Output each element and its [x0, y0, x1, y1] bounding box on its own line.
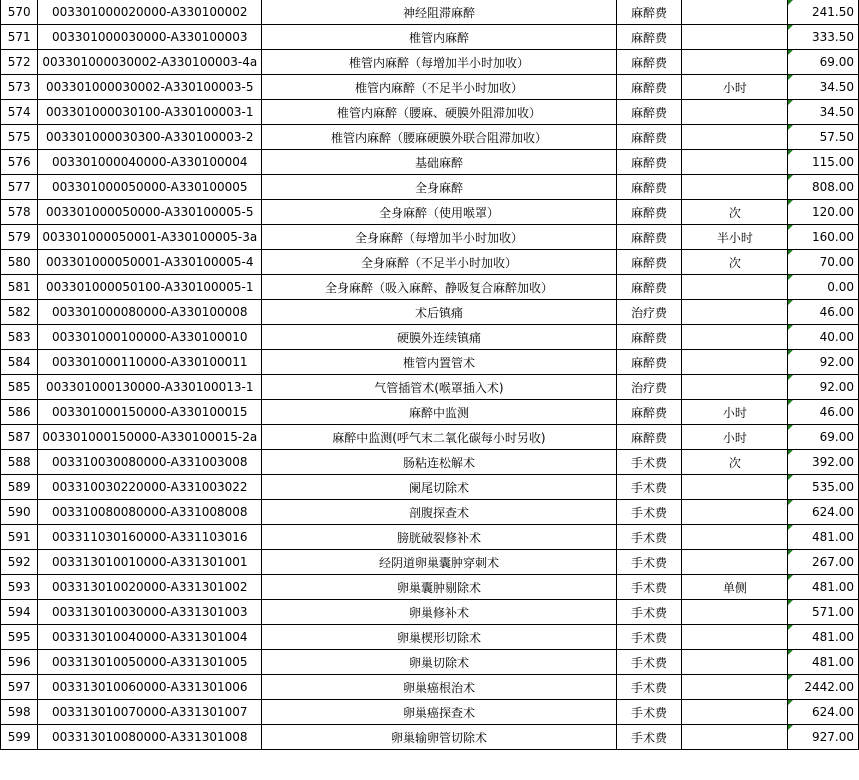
cell-row-number[interactable]: 583 [1, 325, 38, 350]
cell-unit[interactable] [682, 125, 788, 150]
cell-fee-category[interactable]: 麻醉费 [616, 275, 682, 300]
cell-price[interactable]: 571.00 [788, 600, 859, 625]
cell-row-number[interactable]: 593 [1, 575, 38, 600]
cell-price[interactable]: 267.00 [788, 550, 859, 575]
cell-fee-category[interactable]: 麻醉费 [616, 225, 682, 250]
table-row [1, 100, 859, 125]
cell-price[interactable]: 333.50 [788, 25, 859, 50]
table-row [1, 650, 859, 675]
table-row [1, 225, 859, 250]
cell-item-name[interactable]: 卵巢楔形切除术 [262, 625, 617, 650]
cell-item-code[interactable]: 003301000040000-A330100004 [38, 150, 262, 175]
table-row [1, 575, 859, 600]
cell-fee-category[interactable]: 麻醉费 [616, 200, 682, 225]
cell-unit[interactable] [682, 100, 788, 125]
cell-item-code[interactable]: 003301000110000-A330100011 [38, 350, 262, 375]
cell-item-name[interactable]: 卵巢癌根治术 [262, 675, 617, 700]
cell-item-code[interactable]: 003301000150000-A330100015 [38, 400, 262, 425]
cell-price[interactable]: 34.50 [788, 75, 859, 100]
cell-unit[interactable]: 小时 [682, 425, 788, 450]
table-row [1, 400, 859, 425]
table-row [1, 0, 859, 25]
cell-unit[interactable] [682, 25, 788, 50]
cell-item-name[interactable]: 经阴道卵巢囊肿穿刺术 [262, 550, 617, 575]
cell-item-name[interactable]: 卵巢修补术 [262, 600, 617, 625]
table-row [1, 475, 859, 500]
cell-unit[interactable] [682, 325, 788, 350]
cell-item-name[interactable]: 卵巢癌探查术 [262, 700, 617, 725]
cell-unit[interactable] [682, 0, 788, 25]
table-row [1, 300, 859, 325]
cell-fee-category[interactable]: 麻醉费 [616, 400, 682, 425]
cell-price[interactable]: 808.00 [788, 175, 859, 200]
cell-item-code[interactable]: 003310030220000-A331003022 [38, 475, 262, 500]
cell-unit[interactable] [682, 600, 788, 625]
cell-row-number[interactable]: 574 [1, 100, 38, 125]
cell-fee-category[interactable]: 麻醉费 [616, 100, 682, 125]
cell-price[interactable]: 46.00 [788, 300, 859, 325]
cell-fee-category[interactable]: 手术费 [616, 625, 682, 650]
cell-row-number[interactable]: 584 [1, 350, 38, 375]
cell-item-name[interactable]: 麻醉中监测 [262, 400, 617, 425]
cell-fee-category[interactable]: 治疗费 [616, 300, 682, 325]
cell-row-number[interactable]: 570 [1, 0, 38, 25]
cell-row-number[interactable]: 589 [1, 475, 38, 500]
cell-item-name[interactable]: 椎管内麻醉（不足半小时加收） [262, 75, 617, 100]
cell-unit[interactable] [682, 150, 788, 175]
cell-unit[interactable]: 次 [682, 200, 788, 225]
cell-row-number[interactable]: 592 [1, 550, 38, 575]
cell-item-name[interactable]: 卵巢切除术 [262, 650, 617, 675]
cell-row-number[interactable]: 587 [1, 425, 38, 450]
cell-unit[interactable]: 小时 [682, 400, 788, 425]
cell-item-name[interactable]: 剖腹探查术 [262, 500, 617, 525]
cell-unit[interactable] [682, 500, 788, 525]
cell-item-name[interactable]: 肠粘连松解术 [262, 450, 617, 475]
cell-item-code[interactable]: 003301000050001-A330100005-3a [38, 225, 262, 250]
cell-unit[interactable] [682, 725, 788, 750]
cell-item-code[interactable]: 003301000050000-A330100005-5 [38, 200, 262, 225]
cell-item-code[interactable]: 003313010050000-A331301005 [38, 650, 262, 675]
cell-fee-category[interactable]: 麻醉费 [616, 425, 682, 450]
cell-item-name[interactable]: 阑尾切除术 [262, 475, 617, 500]
cell-item-name[interactable]: 全身麻醉（使用喉罩） [262, 200, 617, 225]
cell-row-number[interactable]: 591 [1, 525, 38, 550]
cell-item-name[interactable]: 麻醉中监测(呼气末二氧化碳每小时另收) [262, 425, 617, 450]
cell-unit[interactable] [682, 300, 788, 325]
cell-row-number[interactable]: 575 [1, 125, 38, 150]
cell-row-number[interactable]: 579 [1, 225, 38, 250]
cell-price[interactable]: 69.00 [788, 50, 859, 75]
cell-fee-category[interactable]: 麻醉费 [616, 75, 682, 100]
cell-item-code[interactable]: 003313010070000-A331301007 [38, 700, 262, 725]
cell-fee-category[interactable]: 麻醉费 [616, 150, 682, 175]
cell-row-number[interactable]: 578 [1, 200, 38, 225]
cell-fee-category[interactable]: 手术费 [616, 700, 682, 725]
cell-fee-category[interactable]: 麻醉费 [616, 50, 682, 75]
cell-price[interactable]: 481.00 [788, 575, 859, 600]
cell-price[interactable]: 241.50 [788, 0, 859, 25]
table-row [1, 450, 859, 475]
table-row [1, 200, 859, 225]
cell-unit[interactable] [682, 175, 788, 200]
cell-price[interactable]: 481.00 [788, 525, 859, 550]
cell-item-code[interactable]: 003311030160000-A331103016 [38, 525, 262, 550]
table-row [1, 550, 859, 575]
table-row [1, 625, 859, 650]
cell-unit[interactable] [682, 50, 788, 75]
table-row [1, 500, 859, 525]
cell-row-number[interactable]: 597 [1, 675, 38, 700]
cell-unit[interactable] [682, 475, 788, 500]
cell-unit[interactable] [682, 625, 788, 650]
cell-price[interactable]: 115.00 [788, 150, 859, 175]
cell-fee-category[interactable]: 手术费 [616, 575, 682, 600]
cell-unit[interactable] [682, 275, 788, 300]
cell-row-number[interactable]: 571 [1, 25, 38, 50]
cell-item-name[interactable]: 全身麻醉（吸入麻醉、静吸复合麻醉加收） [262, 275, 617, 300]
cell-price[interactable]: 40.00 [788, 325, 859, 350]
table-row [1, 525, 859, 550]
cell-item-name[interactable]: 卵巢输卵管切除术 [262, 725, 617, 750]
cell-unit[interactable]: 单侧 [682, 575, 788, 600]
cell-item-name[interactable]: 术后镇痛 [262, 300, 617, 325]
cell-item-name[interactable]: 椎管内麻醉（腰麻、硬膜外阻滞加收） [262, 100, 617, 125]
table-row [1, 600, 859, 625]
cell-fee-category[interactable]: 手术费 [616, 600, 682, 625]
cell-item-name[interactable]: 椎管内麻醉 [262, 25, 617, 50]
cell-unit[interactable] [682, 675, 788, 700]
table-row [1, 50, 859, 75]
cell-price[interactable]: 160.00 [788, 225, 859, 250]
cell-item-code[interactable]: 003313010030000-A331301003 [38, 600, 262, 625]
cell-row-number[interactable]: 582 [1, 300, 38, 325]
cell-price[interactable]: 120.00 [788, 200, 859, 225]
cell-row-number[interactable]: 590 [1, 500, 38, 525]
cell-price[interactable]: 2442.00 [788, 675, 859, 700]
cell-item-code[interactable]: 003313010060000-A331301006 [38, 675, 262, 700]
cell-price[interactable]: 92.00 [788, 375, 859, 400]
cell-price[interactable]: 34.50 [788, 100, 859, 125]
cell-unit[interactable] [682, 550, 788, 575]
cell-item-code[interactable]: 003313010010000-A331301001 [38, 550, 262, 575]
cell-unit[interactable] [682, 375, 788, 400]
cell-price[interactable]: 0.00 [788, 275, 859, 300]
table-row [1, 325, 859, 350]
cell-price[interactable]: 624.00 [788, 700, 859, 725]
table-row [1, 725, 859, 750]
cell-unit[interactable]: 半小时 [682, 225, 788, 250]
cell-item-name[interactable]: 椎管内置管术 [262, 350, 617, 375]
table-body [1, 0, 859, 750]
cell-item-code[interactable]: 003301000050000-A330100005 [38, 175, 262, 200]
cell-item-name[interactable]: 硬膜外连续镇痛 [262, 325, 617, 350]
cell-price[interactable]: 70.00 [788, 250, 859, 275]
table-row [1, 275, 859, 300]
cell-unit[interactable]: 次 [682, 250, 788, 275]
cell-item-name[interactable]: 气管插管术(喉罩插入术) [262, 375, 617, 400]
cell-fee-category[interactable]: 手术费 [616, 650, 682, 675]
cell-row-number[interactable]: 586 [1, 400, 38, 425]
cell-fee-category[interactable]: 麻醉费 [616, 175, 682, 200]
cell-fee-category[interactable]: 手术费 [616, 475, 682, 500]
table-row [1, 125, 859, 150]
cell-unit[interactable]: 次 [682, 450, 788, 475]
cell-row-number[interactable]: 580 [1, 250, 38, 275]
cell-row-number[interactable]: 573 [1, 75, 38, 100]
cell-item-name[interactable]: 基础麻醉 [262, 150, 617, 175]
table-row [1, 675, 859, 700]
cell-price[interactable]: 392.00 [788, 450, 859, 475]
table-row [1, 425, 859, 450]
cell-item-code[interactable]: 003310080080000-A331008008 [38, 500, 262, 525]
cell-price[interactable]: 92.00 [788, 350, 859, 375]
cell-price[interactable]: 69.00 [788, 425, 859, 450]
cell-fee-category[interactable]: 麻醉费 [616, 350, 682, 375]
cell-item-code[interactable]: 003301000030002-A330100003-4a [38, 50, 262, 75]
table-row [1, 75, 859, 100]
cell-row-number[interactable]: 588 [1, 450, 38, 475]
cell-item-code[interactable]: 003313010040000-A331301004 [38, 625, 262, 650]
cell-unit[interactable] [682, 350, 788, 375]
table-row [1, 175, 859, 200]
cell-price[interactable]: 535.00 [788, 475, 859, 500]
table-row [1, 150, 859, 175]
cell-item-code[interactable]: 003313010080000-A331301008 [38, 725, 262, 750]
cell-fee-category[interactable]: 手术费 [616, 675, 682, 700]
cell-item-code[interactable]: 003313010020000-A331301002 [38, 575, 262, 600]
cell-unit[interactable] [682, 525, 788, 550]
cell-fee-category[interactable]: 手术费 [616, 450, 682, 475]
cell-item-name[interactable]: 神经阻滞麻醉 [262, 0, 617, 25]
table-row [1, 25, 859, 50]
cell-item-name[interactable]: 全身麻醉 [262, 175, 617, 200]
table-row [1, 250, 859, 275]
cell-row-number[interactable]: 598 [1, 700, 38, 725]
cell-row-number[interactable]: 595 [1, 625, 38, 650]
cell-item-name[interactable]: 膀胱破裂修补术 [262, 525, 617, 550]
cell-item-code[interactable]: 003301000080000-A330100008 [38, 300, 262, 325]
cell-unit[interactable] [682, 700, 788, 725]
cell-item-code[interactable]: 003301000130000-A330100013-1 [38, 375, 262, 400]
cell-item-code[interactable]: 003301000030000-A330100003 [38, 25, 262, 50]
cell-row-number[interactable]: 577 [1, 175, 38, 200]
cell-price[interactable]: 57.50 [788, 125, 859, 150]
cell-item-code[interactable]: 003301000050100-A330100005-1 [38, 275, 262, 300]
cell-fee-category[interactable]: 手术费 [616, 500, 682, 525]
cell-fee-category[interactable]: 麻醉费 [616, 325, 682, 350]
cell-item-code[interactable]: 003301000030100-A330100003-1 [38, 100, 262, 125]
table-row [1, 700, 859, 725]
cell-item-name[interactable]: 全身麻醉（不足半小时加收） [262, 250, 617, 275]
cell-item-code[interactable]: 003301000030300-A330100003-2 [38, 125, 262, 150]
cell-unit[interactable]: 小时 [682, 75, 788, 100]
cell-item-code[interactable]: 003301000020000-A330100002 [38, 0, 262, 25]
table-row [1, 375, 859, 400]
cell-fee-category[interactable]: 麻醉费 [616, 125, 682, 150]
cell-row-number[interactable]: 572 [1, 50, 38, 75]
cell-item-code[interactable]: 003301000050001-A330100005-4 [38, 250, 262, 275]
cell-fee-category[interactable]: 手术费 [616, 725, 682, 750]
cell-price[interactable]: 481.00 [788, 650, 859, 675]
cell-row-number[interactable]: 581 [1, 275, 38, 300]
cell-price[interactable]: 927.00 [788, 725, 859, 750]
cell-item-name[interactable]: 椎管内麻醉（腰麻硬膜外联合阻滞加收） [262, 125, 617, 150]
cell-item-name[interactable]: 全身麻醉（每增加半小时加收） [262, 225, 617, 250]
cell-item-name[interactable]: 椎管内麻醉（每增加半小时加收） [262, 50, 617, 75]
cell-row-number[interactable]: 599 [1, 725, 38, 750]
cell-row-number[interactable]: 594 [1, 600, 38, 625]
cell-price[interactable]: 46.00 [788, 400, 859, 425]
cell-item-code[interactable]: 003301000150000-A330100015-2a [38, 425, 262, 450]
cell-row-number[interactable]: 576 [1, 150, 38, 175]
cell-fee-category[interactable]: 治疗费 [616, 375, 682, 400]
cell-price[interactable]: 624.00 [788, 500, 859, 525]
cell-fee-category[interactable]: 手术费 [616, 525, 682, 550]
cell-item-code[interactable]: 003310030080000-A331003008 [38, 450, 262, 475]
cell-row-number[interactable]: 596 [1, 650, 38, 675]
cell-fee-category[interactable]: 麻醉费 [616, 25, 682, 50]
cell-item-name[interactable]: 卵巢囊肿剔除术 [262, 575, 617, 600]
cell-unit[interactable] [682, 650, 788, 675]
table-row [1, 350, 859, 375]
cell-fee-category[interactable]: 麻醉费 [616, 250, 682, 275]
cell-item-code[interactable]: 003301000030002-A330100003-5 [38, 75, 262, 100]
cell-fee-category[interactable]: 麻醉费 [616, 0, 682, 25]
cell-row-number[interactable]: 585 [1, 375, 38, 400]
cell-fee-category[interactable]: 手术费 [616, 550, 682, 575]
cell-item-code[interactable]: 003301000100000-A330100010 [38, 325, 262, 350]
cell-price[interactable]: 481.00 [788, 625, 859, 650]
